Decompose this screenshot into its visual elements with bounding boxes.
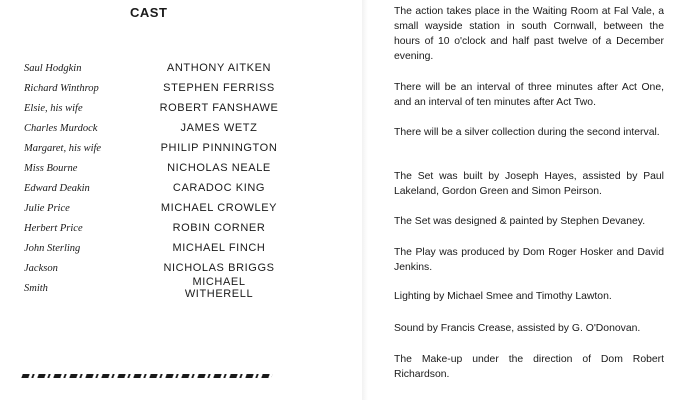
actor-name: STEPHEN FERRISS — [163, 82, 275, 94]
cast-heading: CAST — [130, 5, 168, 20]
cast-row — [24, 198, 279, 218]
character-name: Jackson — [24, 262, 58, 274]
actor-name: JAMES WETZ — [180, 122, 258, 134]
actor-name: ANTHONY AITKEN — [166, 62, 272, 74]
actor-name: CARADOC KING — [172, 182, 266, 194]
character-name: Elsie, his wife — [24, 102, 83, 114]
character-name: Herbert Price — [24, 222, 83, 234]
cast-row — [24, 78, 279, 98]
cast-row — [24, 138, 279, 158]
cast-row — [24, 278, 279, 298]
character-name: John Sterling — [24, 242, 81, 254]
character-name: Margaret, his wife — [24, 142, 102, 154]
cast-row — [24, 238, 279, 258]
character-name: Smith — [24, 282, 48, 294]
actor-name: ROBIN CORNER — [172, 222, 266, 234]
cast-row — [24, 178, 279, 198]
cast-row — [24, 118, 279, 138]
actor-name: ROBERT FANSHAWE — [159, 102, 279, 114]
character-name: Richard Winthrop — [24, 82, 99, 94]
cast-list — [24, 58, 279, 298]
actor-name: PHILIP PINNINGTON — [160, 142, 278, 154]
actor-name: NICHOLAS BRIGGS — [163, 262, 275, 274]
cast-row — [24, 258, 279, 278]
character-name: Miss Bourne — [24, 162, 78, 174]
character-name: Saul Hodgkin — [24, 62, 82, 74]
note-produced: The Play was produced by Dom Roger Hosker and David Jenkins. — [394, 247, 664, 273]
note-set-built: The Set was built by Joseph Hayes, assisted by Paul Lakeland, Gordon Green and Simon Peirson. — [394, 171, 664, 197]
note-sound: Sound by Francis Crease, assisted by G. O'Donovan. — [394, 323, 641, 334]
decorative-dashed-rule — [21, 374, 272, 378]
notes-page — [370, 0, 677, 400]
cast-row — [24, 158, 279, 178]
note-lighting: Lighting by Michael Smee and Timothy Lawton. — [394, 291, 612, 302]
actor-name: NICHOLAS NEALE — [167, 162, 271, 174]
cast-row — [24, 58, 279, 78]
character-name: Julie Price — [24, 202, 70, 214]
character-name: Edward Deakin — [24, 182, 90, 194]
page-gutter — [362, 0, 368, 400]
note-set-designed: The Set was designed & painted by Stephen Devaney. — [394, 216, 646, 227]
note-intervals: There will be an interval of three minutes after Act One, and an interval of ten minutes after Act Two. — [394, 82, 664, 108]
actor-name: MICHAEL CROWLEY — [160, 202, 278, 214]
character-name: Charles Murdock — [24, 122, 98, 134]
actor-name: MICHAEL FINCH — [172, 242, 266, 254]
note-make-up: The Make-up under the direction of Dom Robert Richardson. — [394, 354, 664, 380]
note-collection: There will be a silver collection during the second interval. — [394, 127, 660, 138]
actor-name: MICHAEL WITHERELL — [184, 276, 254, 300]
note-setting: The action takes place in the Waiting Room at Fal Vale, a small wayside station in south Cornwall, between the hours of 10 o'clock and half past twelve of a December evening. — [394, 6, 664, 62]
cast-row — [24, 98, 279, 118]
cast-row — [24, 218, 279, 238]
